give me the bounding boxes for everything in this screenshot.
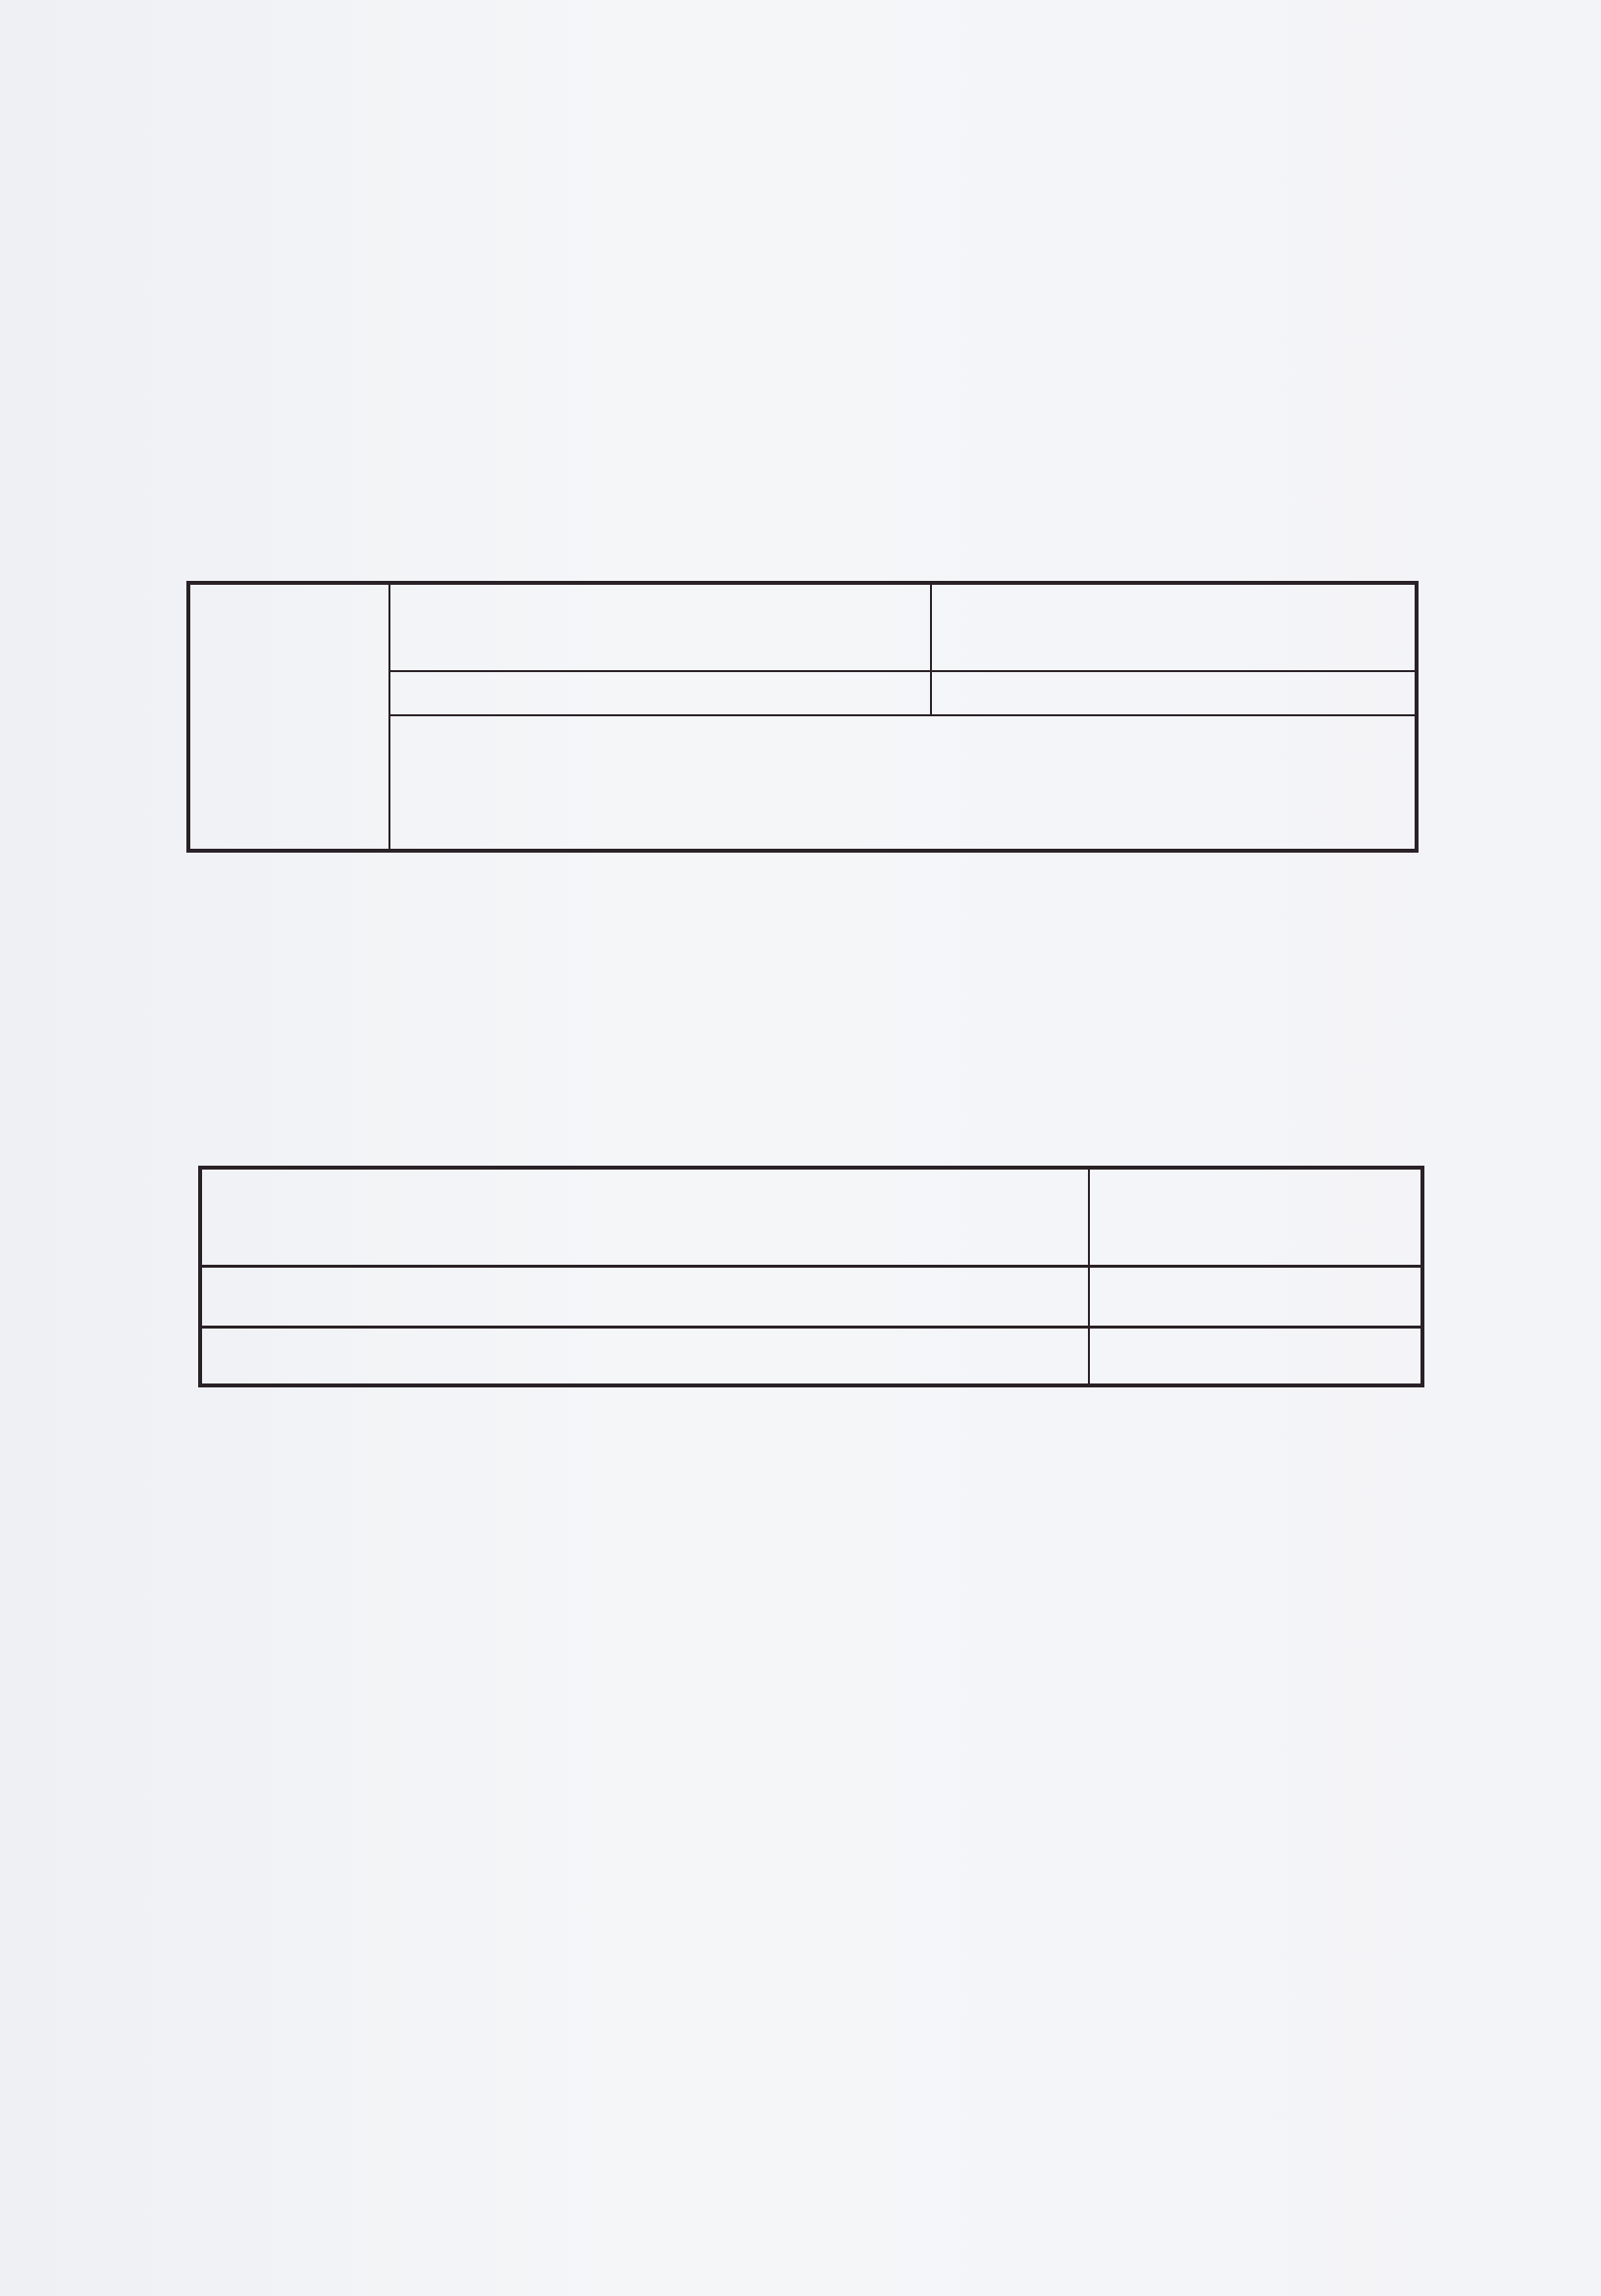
financial-lease-table — [186, 581, 1419, 853]
profit-row-value — [1089, 1266, 1422, 1327]
t22-col-name-header — [200, 1168, 1089, 1266]
profit-row-label — [200, 1266, 1089, 1327]
maturity-header-current — [389, 671, 931, 715]
profit-distribution-table — [198, 1166, 1424, 1387]
current-period-header — [389, 583, 931, 671]
maturity-header-previous — [931, 671, 1417, 715]
t22-current-period-header — [1089, 1327, 1422, 1385]
t22-previous-period-header — [1089, 1168, 1422, 1266]
distribution-row-label — [200, 1327, 1089, 1385]
previous-period-header — [931, 583, 1417, 671]
handwritten-profit — [1101, 1279, 1410, 1312]
col-name-header — [188, 583, 389, 851]
